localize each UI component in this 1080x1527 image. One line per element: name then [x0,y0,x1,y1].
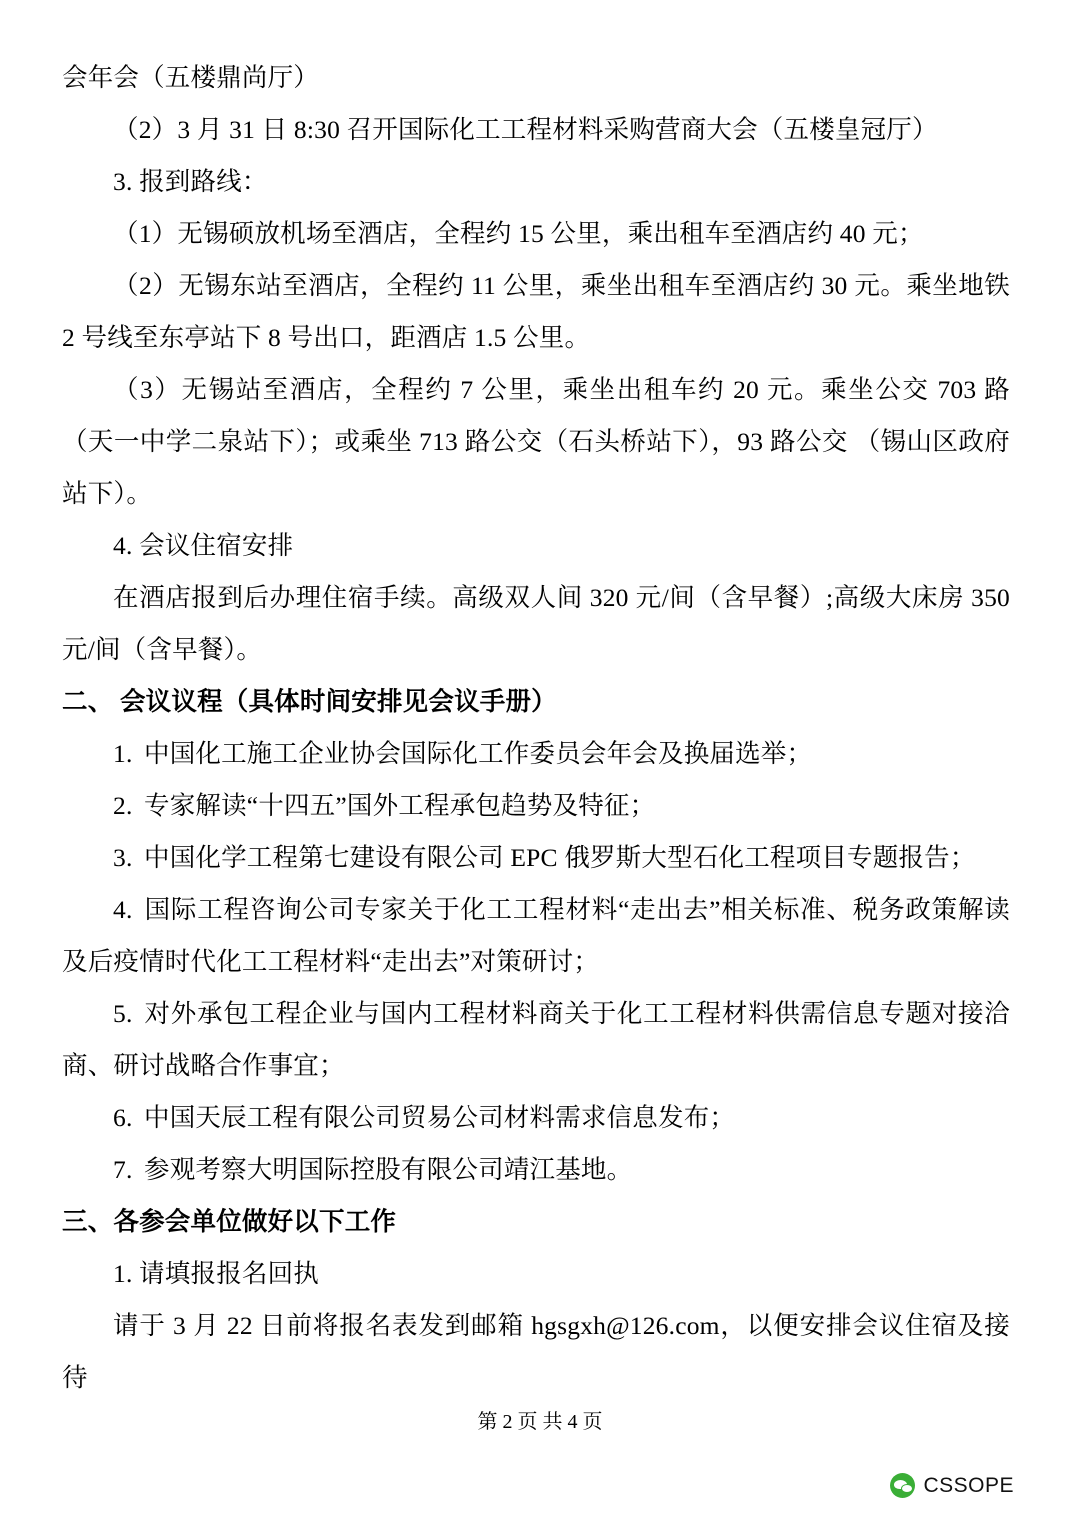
agenda-item-text: 专家解读“十四五”国外工程承包趋势及特征； [144,791,656,820]
section-heading-agenda: 二、 会议议程（具体时间安排见会议手册） [62,687,557,716]
brand-name-label: CSSOPE [923,1473,1014,1497]
page-number-footer: 第 2 页 共 4 页 [477,1411,603,1433]
section-heading-tasks: 三、各参会单位做好以下工作 [62,1207,397,1236]
document-body [62,52,1010,1404]
agenda-item-index: 1. [113,739,133,768]
agenda-item-5 [62,988,1010,1092]
wechat-icon [890,1473,915,1498]
paragraph-task-1-detail: 请于 3 月 22 日前将报名表发到邮箱 hgsgxh@126.com，以便安排会议住宿及接待 [62,1311,1010,1392]
agenda-item-index: 2. [113,791,133,820]
agenda-item-3 [62,832,1010,884]
agenda-item-text: 参观考察大明国际控股有限公司靖江基地。 [144,1155,633,1184]
agenda-item-6 [62,1092,1010,1144]
paragraph-accommodation-heading: 4. 会议住宿安排 [113,531,294,560]
agenda-item-index: 6. [113,1103,133,1132]
agenda-item-1 [62,728,1010,780]
paragraph-schedule-item-2: （2）3 月 31 日 8:30 召开国际化工工程材料采购营商大会（五楼皇冠厅） [113,115,938,144]
paragraph-route-1: （1）无锡硕放机场至酒店，全程约 15 公里，乘出租车至酒店约 40 元； [113,219,924,248]
watermark-brand [890,1473,1014,1498]
paragraph-route-3: （3）无锡站至酒店，全程约 7 公里，乘坐出租车约 20 元。乘坐公交 703 路（天一中学二泉站下）；或乘坐 713 路公交（石头桥站下），93 路公交 （锡山区政府站下）。 [62,375,1010,508]
agenda-item-text: 对外承包工程企业与国内工程材料商关于化工工程材料供需信息专题对接洽商、研讨战略合作事宜； [62,999,1010,1080]
agenda-item-2 [62,780,1010,832]
paragraph-route-2: （2）无锡东站至酒店，全程约 11 公里，乘坐出租车至酒店约 30 元。乘坐地铁 2 号线至东亭站下 8 号出口，距酒店 1.5 公里。 [62,271,1010,352]
agenda-item-7 [62,1144,1010,1196]
agenda-item-text: 中国化工施工企业协会国际化工作委员会年会及换届选举； [144,739,813,768]
agenda-item-index: 4. [113,895,133,924]
agenda-item-index: 3. [113,843,133,872]
paragraph-continuation: 会年会（五楼鼎尚厅） [62,63,320,92]
agenda-item-text: 中国化学工程第七建设有限公司 EPC 俄罗斯大型石化工程项目专题报告； [144,843,976,872]
agenda-item-text: 国际工程咨询公司专家关于化工工程材料“走出去”相关标准、税务政策解读及后疫情时代化工工程材料“走出去”对策研讨； [62,895,1010,976]
paragraph-task-1: 1. 请填报报名回执 [113,1259,320,1288]
paragraph-accommodation-detail: 在酒店报到后办理住宿手续。高级双人间 320 元/间（含早餐）;高级大床房 350 元/间（含早餐）。 [62,583,1010,664]
paragraph-route-heading: 3. 报到路线： [113,167,268,196]
agenda-item-index: 7. [113,1155,133,1184]
agenda-item-4 [62,884,1010,988]
agenda-item-text: 中国天辰工程有限公司贸易公司材料需求信息发布； [144,1103,736,1132]
agenda-item-index: 5. [113,999,133,1028]
